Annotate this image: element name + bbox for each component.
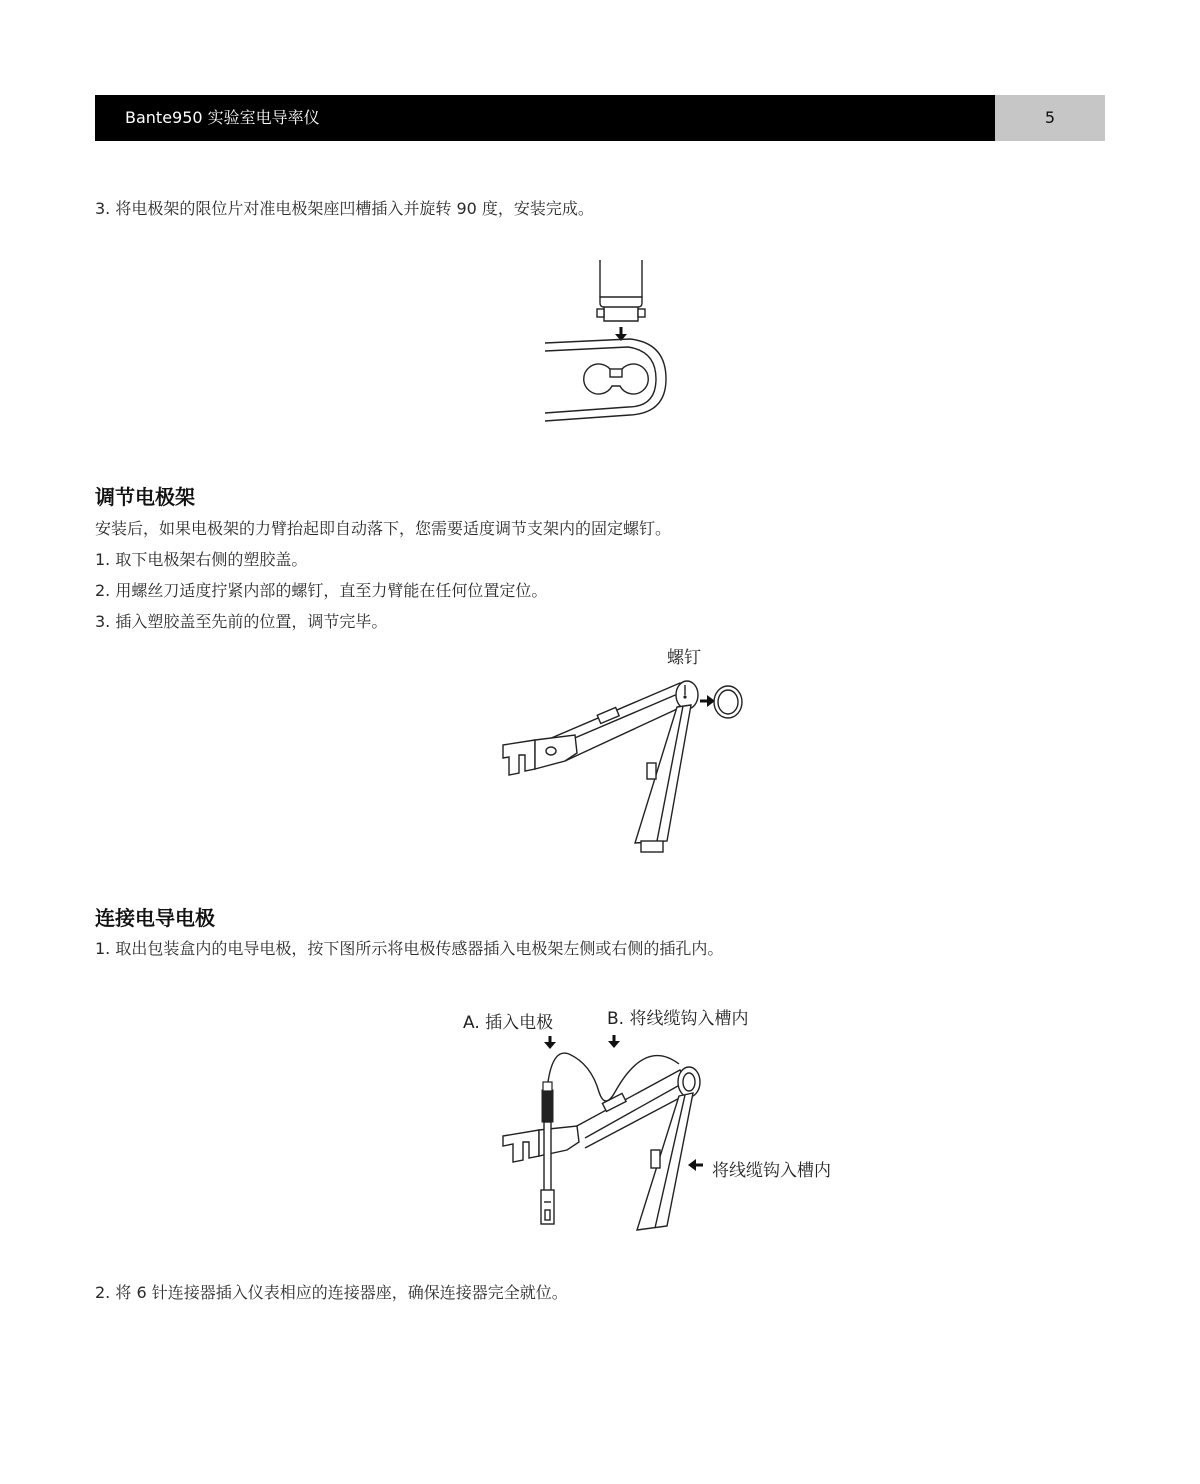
adjust-step-1: 1. 取下电极架右侧的塑胶盖。 xyxy=(95,550,308,569)
label-hook-cable-side: 将线缆钩入槽内 xyxy=(712,1161,831,1181)
connect-heading: 连接电导电极 xyxy=(95,906,215,930)
adjust-heading: 调节电极架 xyxy=(95,485,195,509)
adjust-intro: 安装后，如果电极架的力臂抬起即自动落下，您需要适度调节支架内的固定螺钉。 xyxy=(95,519,672,538)
page-header xyxy=(95,95,995,141)
label-insert-electrode: A. 插入电极 xyxy=(463,1013,554,1033)
install-step-3: 3. 将电极架的限位片对准电极架座凹槽插入并旋转 90 度，安装完成。 xyxy=(95,199,594,218)
screw-label: 螺钉 xyxy=(667,648,701,668)
connect-step-1: 1. 取出包装盒内的电导电极，按下图所示将电极传感器插入电极架左侧或右侧的插孔内。 xyxy=(95,939,724,958)
page-number: 5 xyxy=(995,95,1105,141)
holder-insertion-figure xyxy=(540,255,675,425)
label-hook-cable-top: B. 将线缆钩入槽内 xyxy=(607,1009,749,1029)
adjust-step-2: 2. 用螺丝刀适度拧紧内部的螺钉，直至力臂能在任何位置定位。 xyxy=(95,581,548,600)
adjust-step-3: 3. 插入塑胶盖至先前的位置，调节完毕。 xyxy=(95,612,388,631)
connect-step-2: 2. 将 6 针连接器插入仪表相应的连接器座，确保连接器完全就位。 xyxy=(95,1283,568,1302)
holder-screw-figure xyxy=(495,665,755,857)
header-title: Bante950 实验室电导率仪 xyxy=(125,108,320,127)
electrode-connection-figure xyxy=(495,1030,710,1235)
